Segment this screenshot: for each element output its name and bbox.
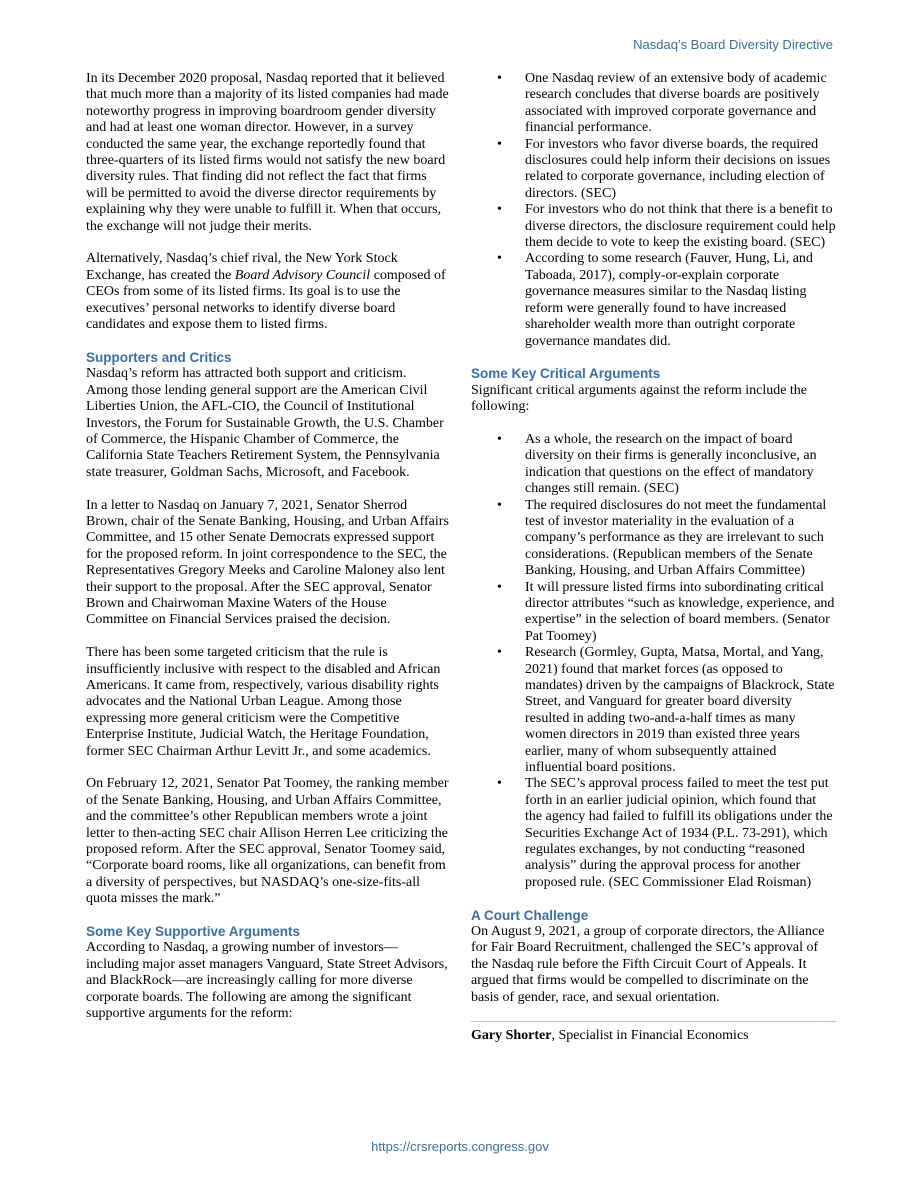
author-title: , Specialist in Financial Economics [551,1028,749,1044]
left-column [86,71,450,1022]
section-heading-supporters: Supporters and Critics [86,349,232,365]
list-item: • As a whole, the research on the impact of board diversity on their firms is generally inconclusive, an indication that questions on the effect of mandatory changes still remain. (SEC) [471,432,836,498]
list-item: • For investors who favor diverse boards, the required disclosures could help inform their decisions on issues related to corporate governance, including election of directors. (SEC) [471,137,836,203]
list-item: • One Nasdaq review of an extensive body of academic research concludes that diverse boards are positively associated with improved corporate governance and financial performance. [471,71,836,137]
paragraph: Nasdaq’s reform has attracted both support and criticism. Among those lending general support are the American Civil Liberties Union, the AFL-CIO, the Council of Institutional Investors, the Forum for Sustainable Growth, the U.S. Chamber of Commerce, the Hispanic Chamber of Commerce, the California State Teachers Retirement System, the Pennsylvania state treasurer, Goldman Sachs, Microsoft, and Facebook. [86,366,444,480]
paragraph: According to Nasdaq, a growing number of investors—including major asset managers Vanguard, State Street Advisors, and BlackRock—are increasingly calling for more diverse corporate boards. The following are among the significant supportive arguments for the reform: [86,940,448,1022]
list-item: • According to some research (Fauver, Hung, Li, and Taboada, 2017), comply-or-explain corporate governance measures similar to the Nasdaq listing reform were generally found to have increased shareholder wealth more than outright corporate governance mandates did. [471,251,836,349]
supportive-arguments-list [471,71,836,350]
list-item: • It will pressure listed firms into subordinating critical director attributes “such as knowledge, experience, and expertise” in the selection of board members. (Senator Pat Toomey) [471,580,836,646]
section-heading-court-challenge: A Court Challenge [471,907,589,923]
list-item: • Research (Gormley, Gupta, Matsa, Mortal, and Yang, 2021) found that market forces (as opposed to mandates) driven by the campaigns of Blackrock, State Street, and Vanguard for greater board diversity resulted in adding two-and-a-half times as many women directors in 2019 than existed three years earlier, many of whom subsequently attained influential board positions. [471,645,836,776]
paragraph: Significant critical arguments against the reform include the following: [471,382,808,415]
italic-term: Board Advisory Council [234,267,371,283]
paragraph: On August 9, 2021, a group of corporate directors, the Alliance for Fair Board Recruitment, challenged the SEC’s approval of the Nasdaq rule before the Fifth Circuit Court of Appeals. It argued that firms would be compelled to discriminate on the basis of gender, race, and sexual orientation. [471,924,825,1005]
section-heading-critical-arguments: Some Key Critical Arguments [471,366,661,382]
paragraph: There has been some targeted criticism that the rule is insufficiently inclusive with respect to the disabled and African Americans. It came from, respectively, various disability rights advocates and the National Urban League. Among those expressing more general criticism were the Competitive Enterprise Institute, Judicial Watch, the Heritage Foundation, former SEC Chairman Arthur Levitt Jr., and some academics. [86,645,441,759]
list-item: • The required disclosures do not meet the fundamental test of investor materiality in the evaluation of a company’s performance as they are irrelevant to such considerations. (Republican members of the Senate Banking, Housing, and Urban Affairs Committee) [471,498,836,580]
text-span: composed of CEOs from some of its listed firms. Its goal is to use the executives’ personal networks to identify diverse board candidates and expose them to listed firms. [86,267,446,333]
author-line [471,1028,836,1044]
list-item: • For investors who do not think that there is a benefit to diverse directors, the disclosure requirement could help them decide to vote to keep the existing board. (SEC) [471,202,836,251]
author-name: Gary Shorter [471,1028,552,1044]
paragraph: In its December 2020 proposal, Nasdaq reported that it believed that much more than a majority of its listed companies had made noteworthy progress in improving boardroom gender diversity and had at least one woman director. However, in a survey conducted the same year, the exchange reportedly found that three-quarters of its listed firms would not satisfy the new board diversity rules. That finding did not reflect the fact that firms will be permitted to avoid the diverse director requirements by explaining why they were unable to fulfill it. When that occurs, the exchange will not judge their merits. [86,71,449,234]
list-item: • The SEC’s approval process failed to meet the test put forth in an earlier judicial opinion, which found that the agency had failed to fulfill its obligations under the Securities Exchange Act of 1934 (P.L. 73-291), which regulates exchanges, by not conducting “reasoned analysis” during the approval process for another proposed rule. (SEC Commissioner Elad Roisman) [471,776,836,891]
critical-arguments-list [471,432,836,891]
paragraph [86,251,450,333]
right-column [471,71,836,1045]
text-span: Alternatively, Nasdaq’s chief rival, the New York Stock Exchange, has created the [86,251,398,283]
section-heading-supportive-arguments: Some Key Supportive Arguments [86,924,301,940]
footer-url[interactable]: https://crsreports.congress.gov [371,1139,549,1154]
running-header: Nasdaq’s Board Diversity Directive [633,37,833,52]
author-divider [471,1021,836,1022]
paragraph: In a letter to Nasdaq on January 7, 2021, Senator Sherrod Brown, chair of the Senate Banking, Housing, and Urban Affairs Committee, and 15 other Senate Democrats expressed support for the proposed reform. In joint correspondence to the SEC, the Representatives Gregory Meeks and Caroline Maloney also lent their support to the proposal. After the SEC approval, Senator Brown and Chairwoman Maxine Waters of the House Committee on Financial Services praised the decision. [86,497,449,628]
paragraph: On February 12, 2021, Senator Pat Toomey, the ranking member of the Senate Banking, Housing, and Urban Affairs Committee, and the committee’s other Republican members wrote a joint letter to then-acting SEC chair Allison Herren Lee criticizing the proposed reform. After the SEC approval, Senator Toomey said, “Corporate board rooms, like all organizations, can benefit from a diversity of perspectives, but NASDAQ’s one-size-fits-all quota misses the mark.” [86,776,449,907]
